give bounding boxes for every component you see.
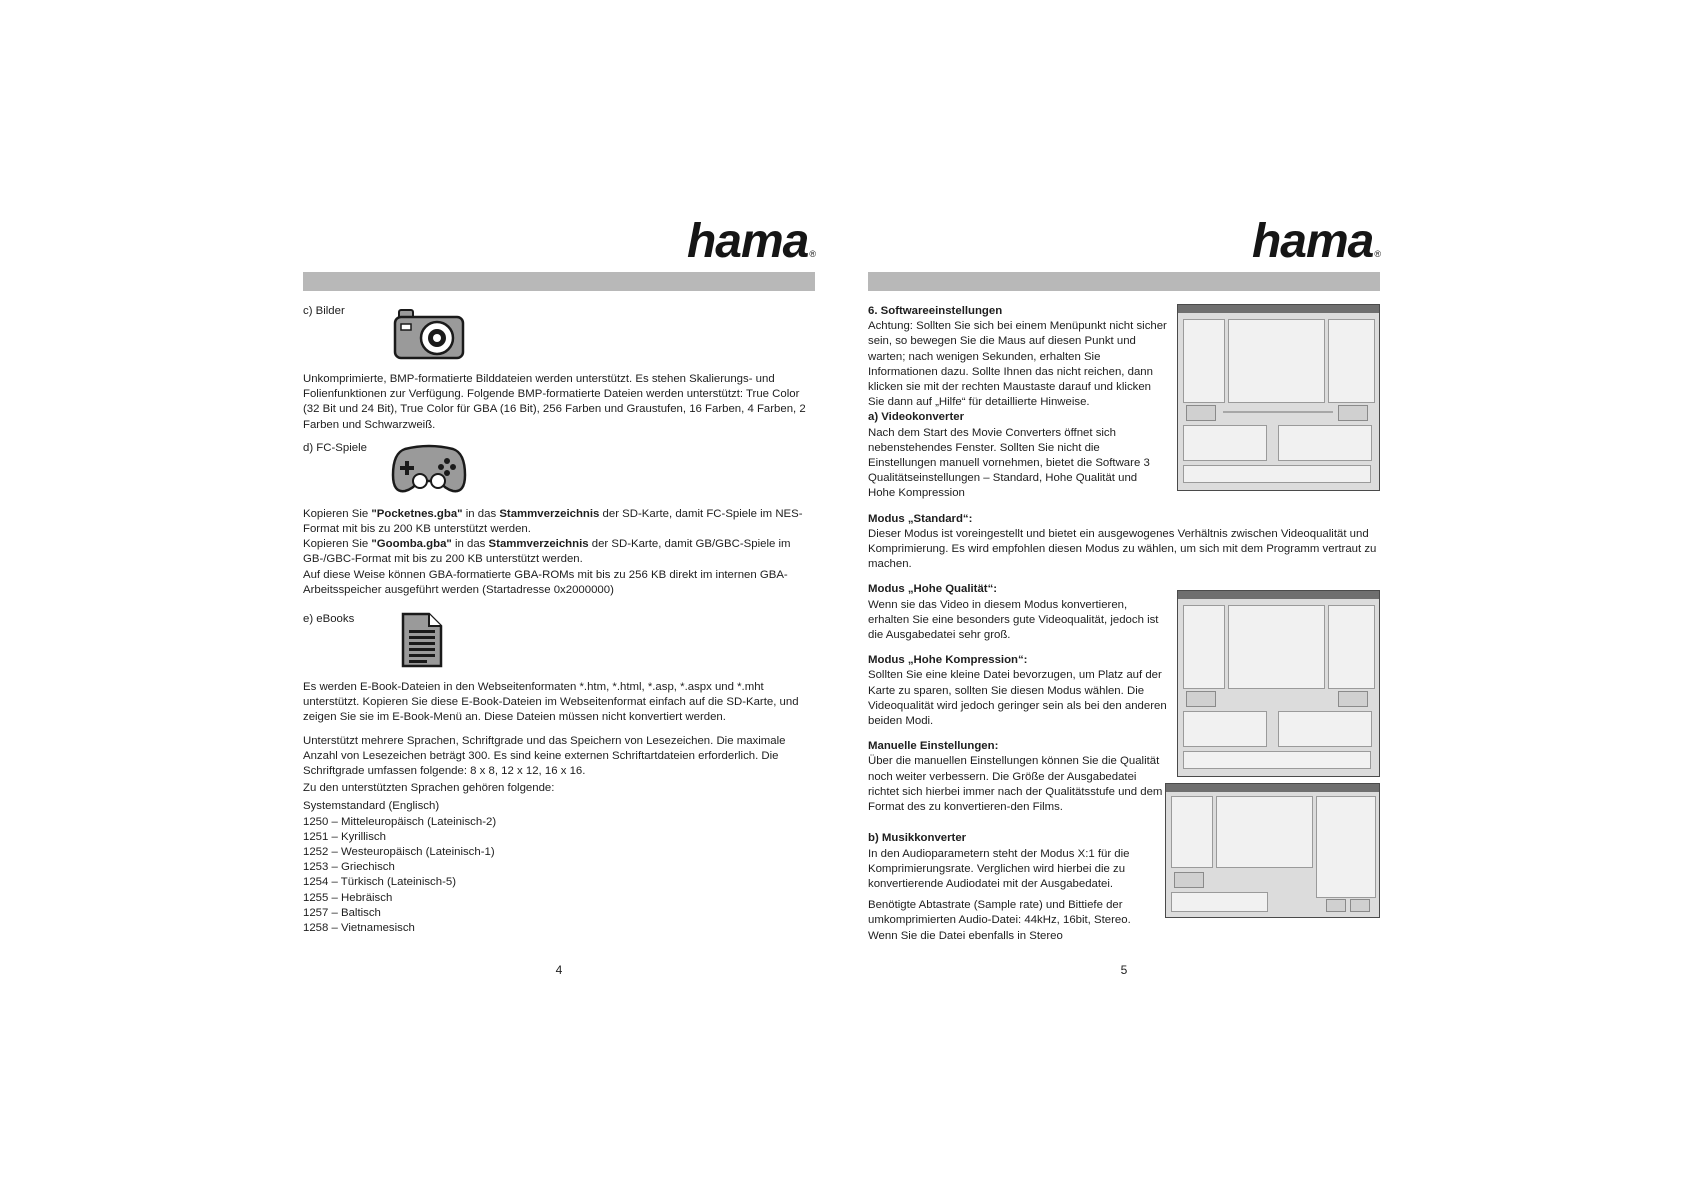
- music-converter-text-2: Benötigte Abtastrate (Sample rate) und Bittiefe der umkomprimierten Audio-Datei: 44kHz, 16bit, Stereo. Wenn Sie die Datei ebenfalls in Stereo: [868, 899, 1131, 942]
- language-item: 1252 – Westeuropäisch (Lateinisch-1): [303, 846, 495, 859]
- music-converter-text-1: In den Audioparametern steht der Modus X:1 für die Komprimierungsrate. Verglichen wird hierbei die zu konvertierende Audiodatei mit der Ausgabedatei.: [868, 847, 1130, 890]
- page-number: 5: [1120, 963, 1128, 977]
- video-converter-heading: a) Videokonverter: [868, 411, 965, 424]
- language-item: 1251 – Kyrillisch: [303, 830, 386, 843]
- video-converter-screenshot: [1177, 304, 1380, 491]
- mode-high-compression-text: Sollten Sie eine kleine Datei bevorzugen, um Platz auf der Karte zu sparen, sollten Sie diesen Modus wählen. Die Videoqualität wird jedoch geringer sein als bei den anderen beiden Modi.: [868, 669, 1167, 728]
- bilder-text: Unkomprimierte, BMP-formatierte Bilddateien werden unterstützt. Es stehen Skalierungs- und Folienfunktionen zur Verfügung. Folgende BMP-formatierte Dateien werden unterstützt: True Color (32 Bit und 24 Bit), True Color für GBA (16 Bit), 256 Farben und Graustufen, 16 Farben, 4 Farben, 2 Farben und Schwarzweiß.: [303, 373, 806, 431]
- language-item: 1257 – Baltisch: [303, 906, 381, 919]
- manual-settings-text: Über die manuellen Einstellungen können Sie die Qualität noch weiter verbessern. Die Größe der Ausgabedatei richtet sich hierbei immer nach der Qualitätsstufe und dem Format des zu konvertieren-den Films.: [868, 755, 1163, 814]
- ebooks-text-2: Unterstützt mehrere Sprachen, Schriftgrade und das Speichern von Lesezeichen. Die maximale Anzahl von Lesezeichen beträgt 300. Es sind keine externen Schriftartdateien erforderlich. Die Schriftgrade umfassen folgende: 8 x 8, 12 x 12, 16 x 16.: [303, 734, 786, 778]
- software-settings-block: [868, 304, 1380, 502]
- section-ebooks: [303, 612, 815, 672]
- software-settings-intro: Achtung: Sollten Sie sich bei einem Menüpunkt nicht sicher sein, so bewegen Sie die Maus auf diesen Punkt und warten; nach wenigen Sekunden, erhalten Sie Informationen dazu. Sollte Ihnen das nicht reichen, dann klicken sie mit der rechten Maustaste darauf und klicken Sie dann auf „Hilfe“ für detaillierte Hinweise.: [868, 320, 1167, 409]
- manual-settings-heading: Manuelle Einstellungen:: [868, 740, 999, 753]
- camera-icon: [393, 308, 465, 365]
- quality-settings-screenshot: [1177, 590, 1380, 777]
- language-item: 1253 – Griechisch: [303, 861, 395, 874]
- ebooks-text-1: Es werden E-Book-Dateien in den Webseitenformaten *.htm, *.html, *.asp, *.aspx und *.mht unterstützt. Kopieren Sie diese E-Book-Dateien im Webseitenformat einfach auf die SD-Karte, und zeigen Sie sie im E-Book-Menü an. Diese Dateien müssen nicht konvertiert werden.: [303, 681, 799, 724]
- ebooks-text-3: Zu den unterstützten Sprachen gehören folgende:: [303, 782, 555, 795]
- mode-high-quality-text: Wenn sie das Video in diesem Modus konvertieren, erhalten Sie eine besonders gute Videoqualität, jedoch ist die Ausgabedatei sehr groß.: [868, 598, 1159, 642]
- left-page: [303, 0, 815, 1180]
- language-item: 1254 – Türkisch (Lateinisch-5): [303, 876, 457, 889]
- right-content: [868, 304, 1380, 944]
- software-settings-heading: 6. Softwareeinstellungen: [868, 305, 1003, 317]
- section-bilder: [303, 304, 815, 362]
- hama-logo: hama®: [1251, 215, 1380, 268]
- section-label-ebooks: e) eBooks: [303, 613, 355, 626]
- music-converter-block: [868, 831, 1380, 943]
- language-item: 1255 – Hebräisch: [303, 891, 393, 904]
- gamepad-icon: [391, 441, 467, 502]
- section-fc-spiele: [303, 441, 815, 499]
- right-page: [868, 0, 1380, 1180]
- header-band: [303, 272, 815, 291]
- language-list: [303, 799, 815, 936]
- page-number: 4: [555, 963, 563, 977]
- hama-logo: hama®: [686, 215, 815, 268]
- video-converter-text: Nach dem Start des Movie Converters öffnet sich nebenstehendes Fenster. Sollten Sie nicht die Einstellungen manuell vornehmen, bietet die Software 3 Qualitätseinstellungen – Standard, Hohe Qualität und Hohe Kompression: [868, 426, 1150, 500]
- mode-high-quality-heading: Modus „Hohe Qualität“:: [868, 583, 998, 596]
- music-converter-heading: b) Musikkonverter: [868, 832, 967, 845]
- mode-standard-heading: Modus „Standard“:: [868, 512, 973, 525]
- section-label-fc-spiele: d) FC-Spiele: [303, 441, 367, 454]
- header-band: [868, 272, 1380, 291]
- language-item: 1258 – Vietnamesisch: [303, 922, 415, 935]
- left-content: [303, 304, 815, 936]
- music-converter-screenshot: [1165, 783, 1380, 918]
- language-item: Systemstandard (Englisch): [303, 800, 440, 813]
- document-icon: [401, 612, 443, 673]
- mode-high-compression-heading: Modus „Hohe Kompression“:: [868, 654, 1028, 667]
- mode-standard-text: Dieser Modus ist voreingestellt und bietet ein ausgewogenes Verhältnis zwischen Videoqualität und Komprimierung. Es wird empfohlen diesen Modus zu wählen, um sich mit dem Programm vertraut zu machen.: [868, 527, 1377, 571]
- section-label-bilder: c) Bilder: [303, 305, 345, 317]
- fc-spiele-text: Kopieren Sie "Pocketnes.gba" in das Stammverzeichnis der SD-Karte, damit FC-Spiele im NES-Format mit bis zu 200 KB unterstützt werden. Kopieren Sie "Goomba.gba" in das Stammverzeichnis der SD-Karte, damit GB/GBC-Spiele im GB-/GBC-Format mit bis zu 200 KB unterstützt werden. Auf diese Weise können GBA-formatierte GBA-ROMs mit bis zu 256 KB direkt im internen GBA-Arbeitsspeicher ausgeführt werden (Startadresse 0x2000000): [303, 507, 803, 596]
- language-item: 1250 – Mitteleuropäisch (Lateinisch-2): [303, 815, 497, 828]
